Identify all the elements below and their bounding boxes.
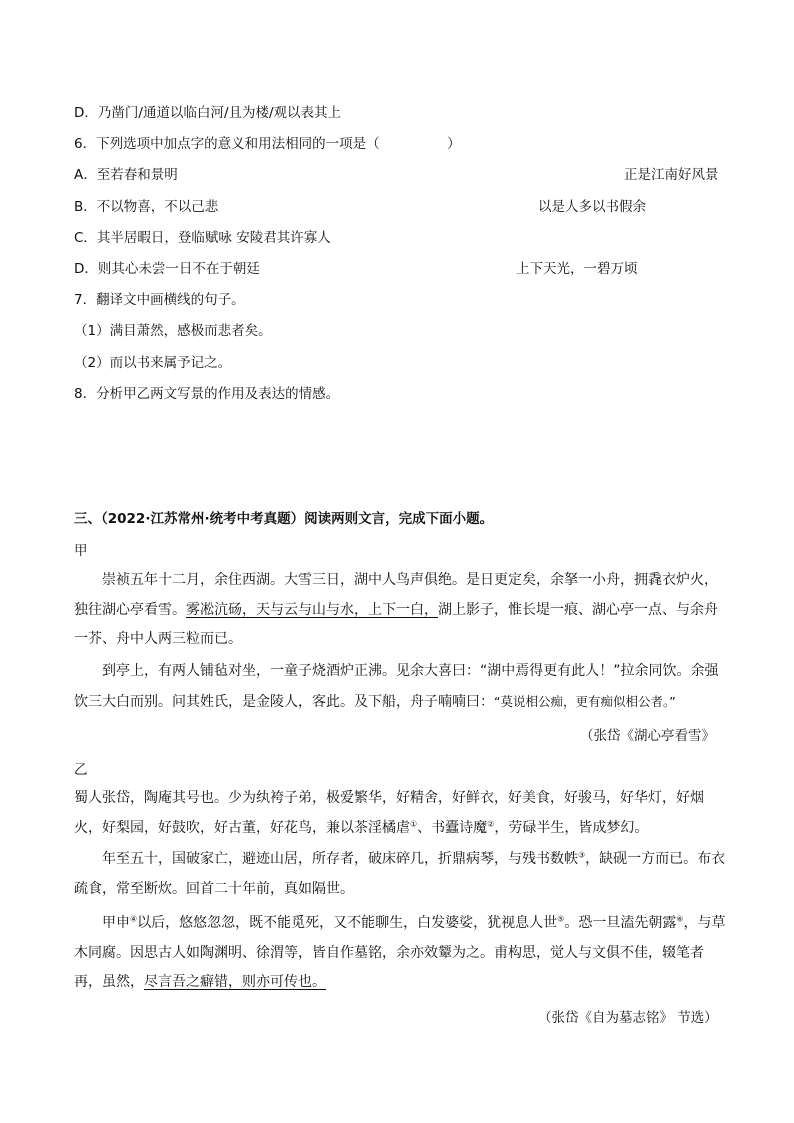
yi-p1-text-c: ，劳碌半生，皆成梦幻。 [494,819,649,836]
jia-p2-text: 到亭上，有两人铺毡对坐，一童子烧酒炉正沸。见余大喜曰：“湖中焉得更有此人！”拉余同饮。余强饮三大白而别。问其姓氏，是金陵人，客此。及下船，舟子喃喃曰： [74,663,719,710]
yi-paragraph-1 [74,784,726,843]
yi-label: 乙 [74,762,88,778]
yi-footnote-6: ⑥ [676,914,684,924]
jia-source: （张岱《湖心亭看雪》 [580,728,715,744]
yi-footnote-2: ② [487,818,495,828]
yi-source: （张岱《自为墓志铭》 节选） [538,1010,718,1026]
yi-footnote-3: ③ [578,850,586,860]
q6-option-a: A．至若春和景明 [74,167,178,183]
q8-stem: 8．分析甲乙两文写景的作用及表达的情感。 [74,386,340,402]
yi-footnote-4: ④ [130,914,138,924]
q6-option-d-right: 上下天光，一碧万顷 [516,261,638,277]
q6-option-b: B．不以物喜，不以己悲 [74,199,219,215]
yi-p2-text-b: ，缺砚一方而已。布衣疏食，常至断炊。回首二十年前，真如隔世。 [74,851,726,897]
q7-item-2: （2）而以书来属予记之。 [74,355,232,371]
yi-p1-text-b: 、书蠹诗魔 [417,819,488,836]
q6-option-d: D．则其心未尝一日不在于朝廷 [74,261,260,277]
jia-paragraph-2 [74,657,726,717]
q5-option-d: D．乃凿门/通道以临白河/且为楼/观以表其上 [74,105,342,121]
jia-p1-text-b: 湖上影子，惟长堤一痕、湖心亭一点、与余舟一芥、舟中人两三粒而已。 [74,601,718,647]
yi-p3-text-b: 以后，悠悠忽忽，既不能觅死，又不能聊生，白发婆娑，犹视息人世 [137,915,558,931]
jia-p2-quote: “莫说相公痴，更有痴似相公者。” [494,693,676,709]
yi-p3-underlined: 尽言吾之癖错，则亦可传也。 [144,974,326,990]
jia-p1-underlined: 雾凇沆砀，天与云与山与水，上下一白， [186,601,438,618]
q6-stem: 6．下列选项中加点字的意义和用法相同的一项是（ ） [74,136,461,152]
yi-p3-text-d: ，与草木同腐。因思古人如陶渊明、徐渭等，皆自作墓铭，余亦效颦为之。甫构思，觉人与文俱不佳，辍笔者再，虽然， [74,915,726,990]
q7-stem: 7．翻译文中画横线的句子。 [74,292,245,308]
yi-p3-text-a: 甲申 [102,915,130,931]
jia-paragraph-1 [74,566,726,655]
yi-footnote-1: ① [410,818,418,828]
yi-p2-text-a: 年至五十，国破家亡，避迹山居，所存者，破床碎几，折鼎病琴，与残书数帙 [102,851,578,867]
yi-p3-text-c: 。恐一旦溘先朝露 [564,915,677,931]
q7-item-1: （1）满目萧然，感极而悲者矣。 [74,323,272,339]
yi-p1-text-a: 蜀人张岱，陶庵其号也。少为纨袴子弟，极爱繁华，好精舍，好鲜衣，好美食，好骏马，好华灯，好烟火，好梨园，好鼓吹，好古董，好花鸟，兼以茶淫橘虐 [74,790,704,836]
q6-option-b-right: 以是人多以书假余 [538,199,646,215]
q6-option-c: C．其半居暇日，登临赋咏 安陵君其许寡人 [74,230,331,246]
q6-option-a-right: 正是江南好风景 [624,167,719,183]
yi-paragraph-3 [74,909,726,998]
section-3-heading: 三、（2022·江苏常州·统考中考真题）阅读两则文言，完成下面小题。 [74,511,494,527]
jia-p1-text-a: 崇祯五年十二月，余住西湖。大雪三日，湖中人鸟声俱绝。是日更定矣，余拏一小舟，拥毳衣炉火，独往湖心亭看雪。 [74,572,718,618]
yi-footnote-5: ⑤ [557,914,565,924]
yi-paragraph-2 [74,845,726,904]
jia-label: 甲 [74,543,88,559]
